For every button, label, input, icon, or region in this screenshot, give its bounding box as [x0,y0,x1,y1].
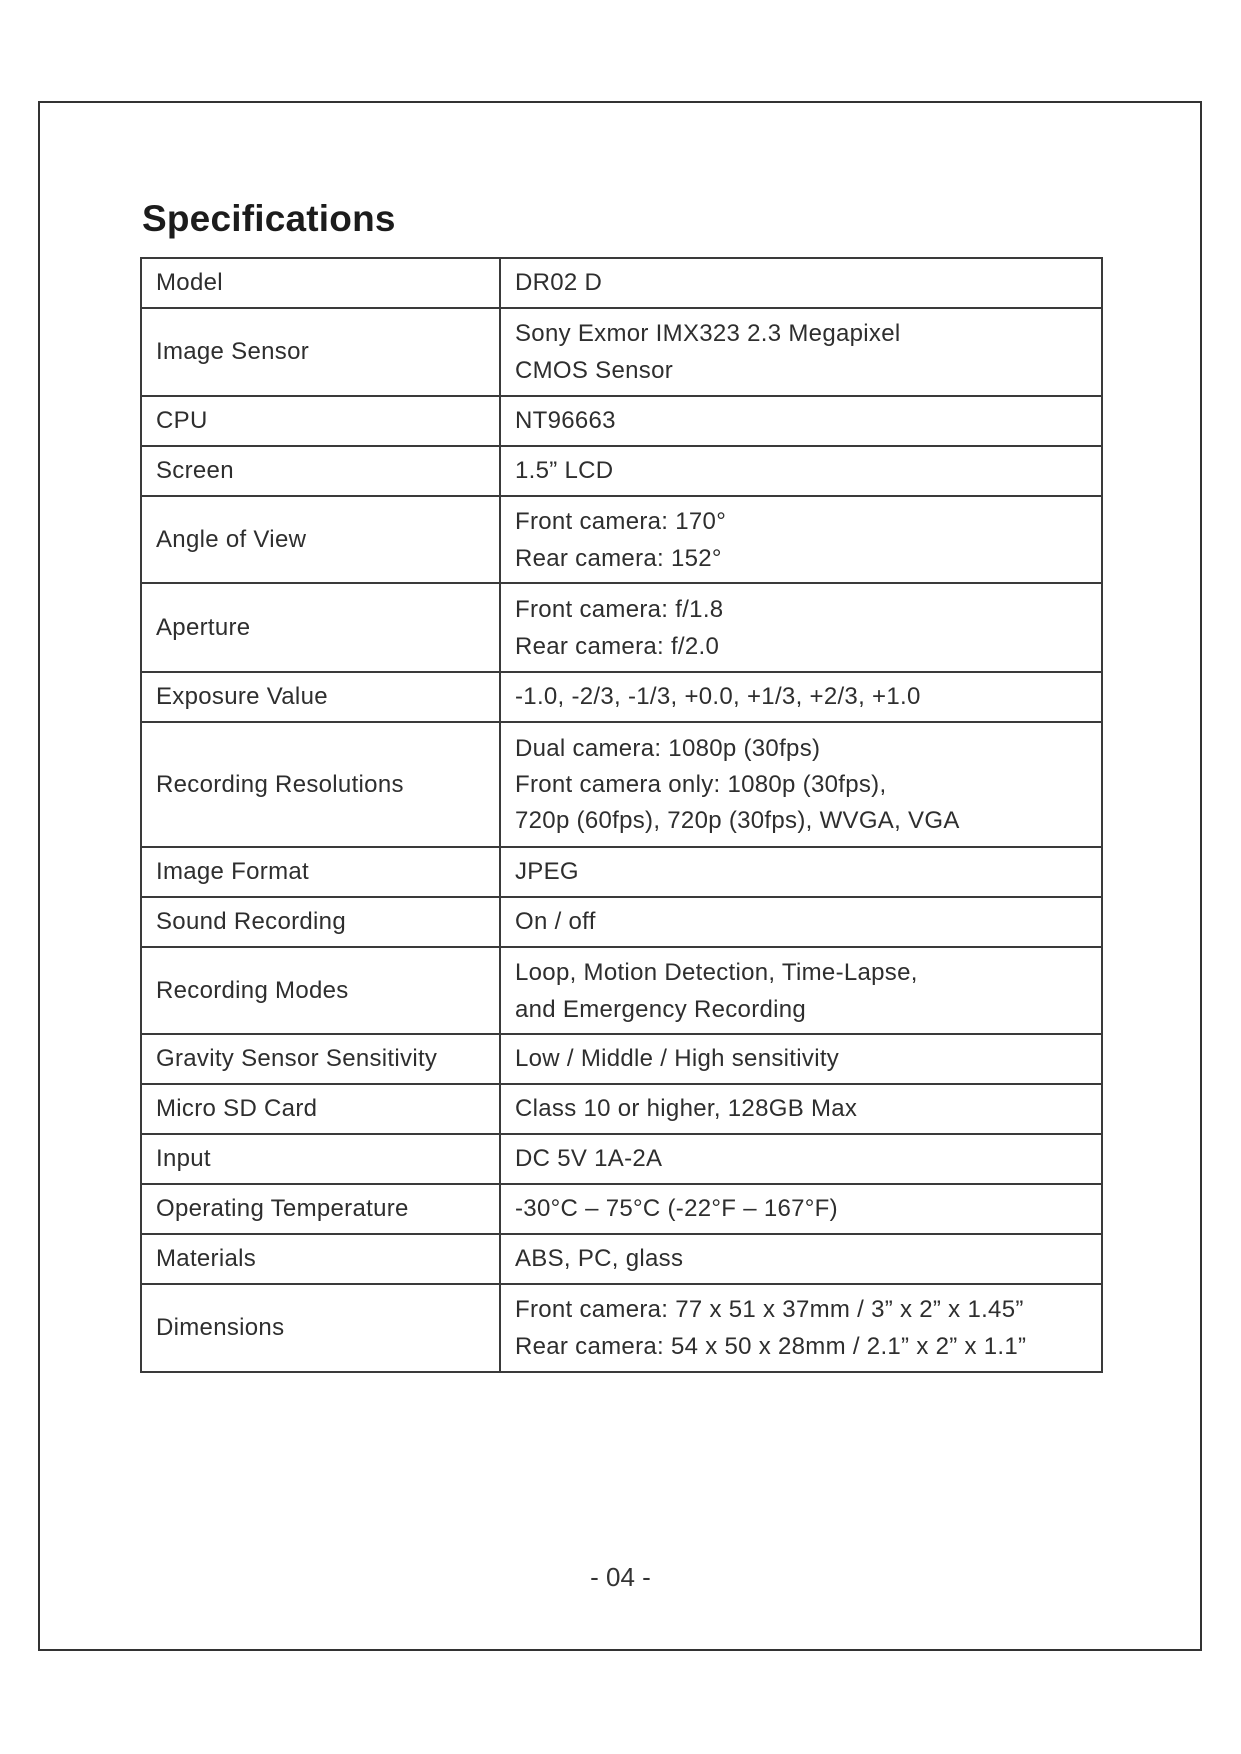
spec-label: CPU [141,396,500,446]
spec-value-line: NT96663 [515,407,616,434]
spec-value-line: Class 10 or higher, 128GB Max [515,1095,858,1122]
spec-value-line: Front camera only: 1080p (30fps), [515,770,887,798]
spec-row [141,947,1102,1034]
spec-label: Recording Resolutions [141,722,500,847]
spec-value-line: DR02 D [515,269,603,296]
spec-row [141,396,1102,446]
spec-value [500,583,1102,672]
spec-row [141,496,1102,583]
spec-label: Input [141,1134,500,1184]
spec-value-line: DC 5V 1A-2A [515,1145,663,1172]
specifications-table-body [141,258,1102,1372]
spec-value-line: Loop, Motion Detection, Time-Lapse, [515,958,918,986]
spec-value [500,258,1102,308]
specifications-table [140,257,1103,1373]
spec-value [500,947,1102,1034]
spec-value-line: Sony Exmor IMX323 2.3 Megapixel [515,320,901,347]
spec-row [141,1134,1102,1184]
page-number: - 04 - [590,1562,651,1592]
spec-value [500,1184,1102,1234]
spec-row [141,897,1102,947]
spec-value [500,1084,1102,1134]
spec-value [500,396,1102,446]
spec-label: Image Format [141,847,500,897]
spec-value-line: and Emergency Recording [515,995,807,1023]
spec-value [500,1284,1102,1372]
spec-label: Gravity Sensor Sensitivity [141,1034,500,1084]
spec-label: Screen [141,446,500,496]
spec-value-line: -30°C – 75°C (-22°F – 167°F) [515,1195,838,1222]
spec-row [141,446,1102,496]
spec-value [500,308,1102,396]
spec-value-line: ABS, PC, glass [515,1245,684,1272]
spec-row [141,1034,1102,1084]
spec-value-line: Front camera: f/1.8 [515,595,724,623]
spec-value-line: -1.0, -2/3, -1/3, +0.0, +1/3, +2/3, +1.0 [515,683,921,710]
page-title: Specifications [142,198,396,239]
spec-value-line: Low / Middle / High sensitivity [515,1045,840,1072]
spec-row [141,258,1102,308]
spec-row [141,1284,1102,1372]
spec-label: Exposure Value [141,672,500,722]
spec-value [500,672,1102,722]
spec-label: Materials [141,1234,500,1284]
spec-value-line: Dual camera: 1080p (30fps) [515,734,821,762]
spec-value [500,897,1102,947]
spec-row [141,1234,1102,1284]
spec-value-line: Rear camera: 152° [515,544,722,572]
spec-label: Recording Modes [141,947,500,1034]
spec-row [141,1184,1102,1234]
spec-value [500,1234,1102,1284]
spec-label: Dimensions [141,1284,500,1372]
spec-row [141,1084,1102,1134]
spec-value-line: On / off [515,908,596,935]
spec-label: Operating Temperature [141,1184,500,1234]
spec-value-line: Rear camera: 54 x 50 x 28mm / 2.1” x 2” x 1.1” [515,1333,1027,1360]
spec-value-line: Front camera: 77 x 51 x 37mm / 3” x 2” x 1.45” [515,1296,1024,1323]
spec-value [500,847,1102,897]
spec-value [500,1134,1102,1184]
spec-value-line: Front camera: 170° [515,507,727,535]
spec-value-line: JPEG [515,858,579,885]
spec-label: Micro SD Card [141,1084,500,1134]
spec-value [500,446,1102,496]
spec-row [141,722,1102,847]
spec-label: Sound Recording [141,897,500,947]
spec-value-line: 720p (60fps), 720p (30fps), WVGA, VGA [515,806,960,834]
spec-row [141,308,1102,396]
spec-value [500,722,1102,847]
spec-label: Model [141,258,500,308]
spec-value-line: 1.5” LCD [515,457,614,484]
spec-row [141,583,1102,672]
spec-label: Angle of View [141,496,500,583]
spec-value-line: Rear camera: f/2.0 [515,632,720,660]
spec-value [500,1034,1102,1084]
spec-label: Aperture [141,583,500,672]
spec-value-line: CMOS Sensor [515,357,674,384]
spec-row [141,847,1102,897]
spec-label: Image Sensor [141,308,500,396]
spec-value [500,496,1102,583]
spec-row [141,672,1102,722]
